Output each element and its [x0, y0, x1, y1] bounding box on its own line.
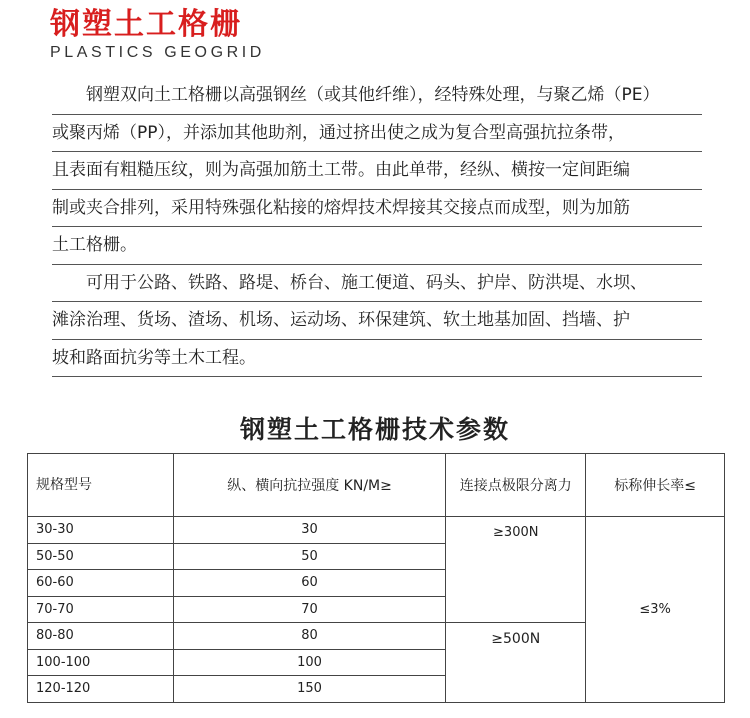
description-line: 制或夹合排列，采用特殊强化粘接的熔焊技术焊接其交接点而成型，则为加筋 — [52, 190, 702, 228]
header-separation: 连接点极限分离力 — [446, 454, 586, 517]
cell-strength: 50 — [173, 543, 446, 570]
header-elongation: 标称伸长率≤ — [586, 454, 725, 517]
header-model: 规格型号 — [28, 454, 174, 517]
description-paragraph-1 — [52, 77, 702, 265]
cell-strength: 60 — [173, 570, 446, 597]
description-line: 滩涂治理、货场、渣场、机场、运动场、环保建筑、软土地基加固、挡墙、护 — [52, 302, 702, 340]
table-row — [28, 517, 725, 544]
cell-strength: 70 — [173, 596, 446, 623]
cell-model: 50-50 — [28, 543, 174, 570]
cell-model: 80-80 — [28, 623, 174, 650]
cell-strength: 80 — [173, 623, 446, 650]
description-line: 土工格栅。 — [52, 227, 702, 265]
table-title: 钢塑土工格栅技术参数 — [239, 415, 510, 444]
description-paragraph-2 — [52, 265, 702, 378]
cell-model: 60-60 — [28, 570, 174, 597]
cell-strength: 150 — [173, 676, 446, 703]
description-line: 钢塑双向土工格栅以高强钢丝（或其他纤维），经特殊处理，与聚乙烯（PE） — [52, 77, 702, 115]
spec-table — [27, 453, 725, 703]
brand-header — [50, 6, 265, 62]
cell-separation: ≥500N — [446, 623, 586, 703]
cell-separation: ≥300N — [446, 517, 586, 623]
page-title: 钢塑土工格栅 — [50, 7, 242, 42]
cell-strength: 100 — [173, 649, 446, 676]
description-line: 或聚丙烯（PP），并添加其他助剂，通过挤出使之成为复合型高强抗拉条带， — [52, 115, 702, 153]
cell-strength: 30 — [173, 517, 446, 544]
cell-model: 120-120 — [28, 676, 174, 703]
cell-model: 100-100 — [28, 649, 174, 676]
description-line: 且表面有粗糙压纹，则为高强加筋土工带。由此单带，经纵、横按一定间距编 — [52, 152, 702, 190]
description-line: 坡和路面抗劣等土木工程。 — [52, 340, 702, 378]
cell-model: 70-70 — [28, 596, 174, 623]
product-description — [52, 77, 702, 377]
page-subtitle: PLASTICS GEOGRID — [50, 44, 265, 61]
description-line: 可用于公路、铁路、路堤、桥台、施工便道、码头、护岸、防洪堤、水坝、 — [52, 265, 702, 303]
table-header-row — [28, 454, 725, 517]
cell-model: 30-30 — [28, 517, 174, 544]
header-strength: 纵、横向抗拉强度 KN/M≥ — [173, 454, 446, 517]
cell-elongation: ≤3% — [586, 517, 725, 703]
